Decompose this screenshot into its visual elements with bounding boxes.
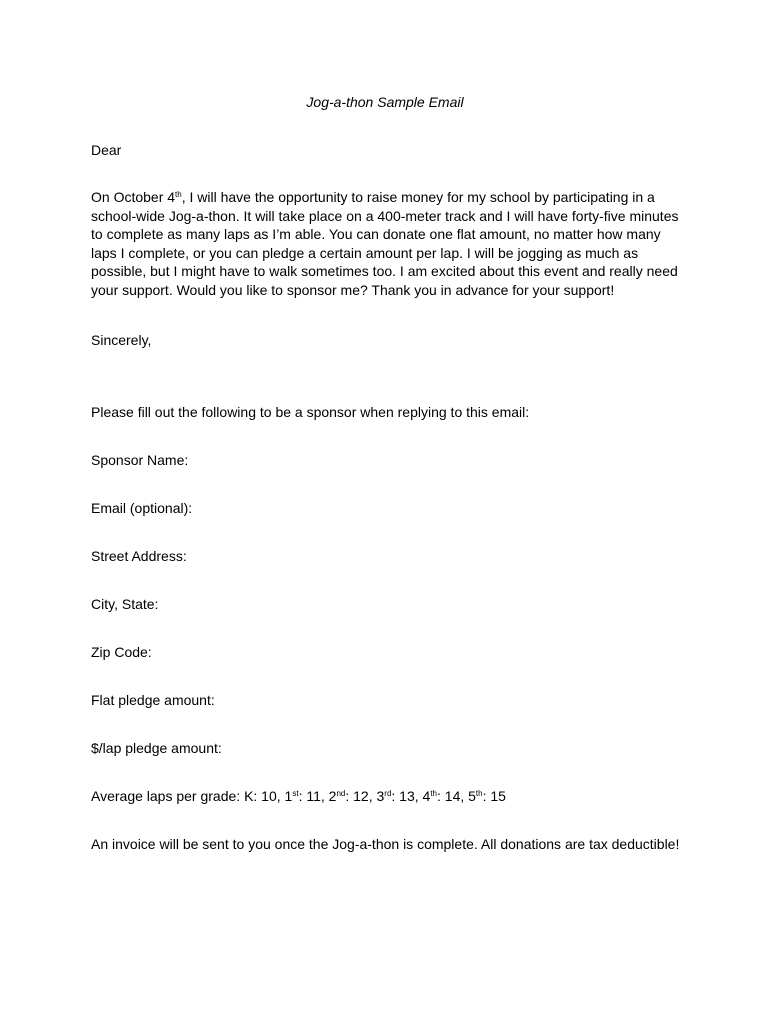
field-lap-pledge-label: $/lap pledge amount: <box>91 740 222 756</box>
body-line-3: to complete as many laps as I’m able. You can donate one flat amount, no matter how many <box>91 226 661 243</box>
invoice-note: An invoice will be sent to you once the Jog-a-thon is complete. All donations are tax deductible! <box>91 836 680 852</box>
field-sponsor-name-label: Sponsor Name: <box>91 452 189 468</box>
body-line-6: your support. Would you like to sponsor me? Thank you in advance for your support! <box>91 281 615 298</box>
body-line-4: laps I complete, or you can pledge a certain amount per lap. I will be jogging as much as <box>91 244 639 261</box>
average-laps-line: Average laps per grade: K: 10, 1st: 11, 2nd: 12, 3rd: 13, 4th: 14, 5th: 15 <box>91 788 506 804</box>
field-city-state-label: City, State: <box>91 596 159 612</box>
sponsor-instructions: Please fill out the following to be a sponsor when replying to this email: <box>91 404 530 420</box>
body-line-2: school-wide Jog-a-thon. It will take place on a 400-meter track and I will have forty-five minutes <box>91 207 679 224</box>
document-title: Jog-a-thon Sample Email <box>306 94 464 110</box>
field-street-address-label: Street Address: <box>91 548 187 564</box>
body-paragraph <box>91 188 691 300</box>
body-line-1: On October 4th, I will have the opportunity to raise money for my school by participating in a <box>91 189 655 205</box>
field-zip-code-label: Zip Code: <box>91 644 152 660</box>
closing: Sincerely, <box>91 332 152 348</box>
field-email-label: Email (optional): <box>91 500 193 516</box>
body-line-5: possible, but I might have to walk sometimes too. I am excited about this event and really need <box>91 263 678 280</box>
greeting: Dear <box>91 142 122 158</box>
field-flat-pledge-label: Flat pledge amount: <box>91 692 215 708</box>
